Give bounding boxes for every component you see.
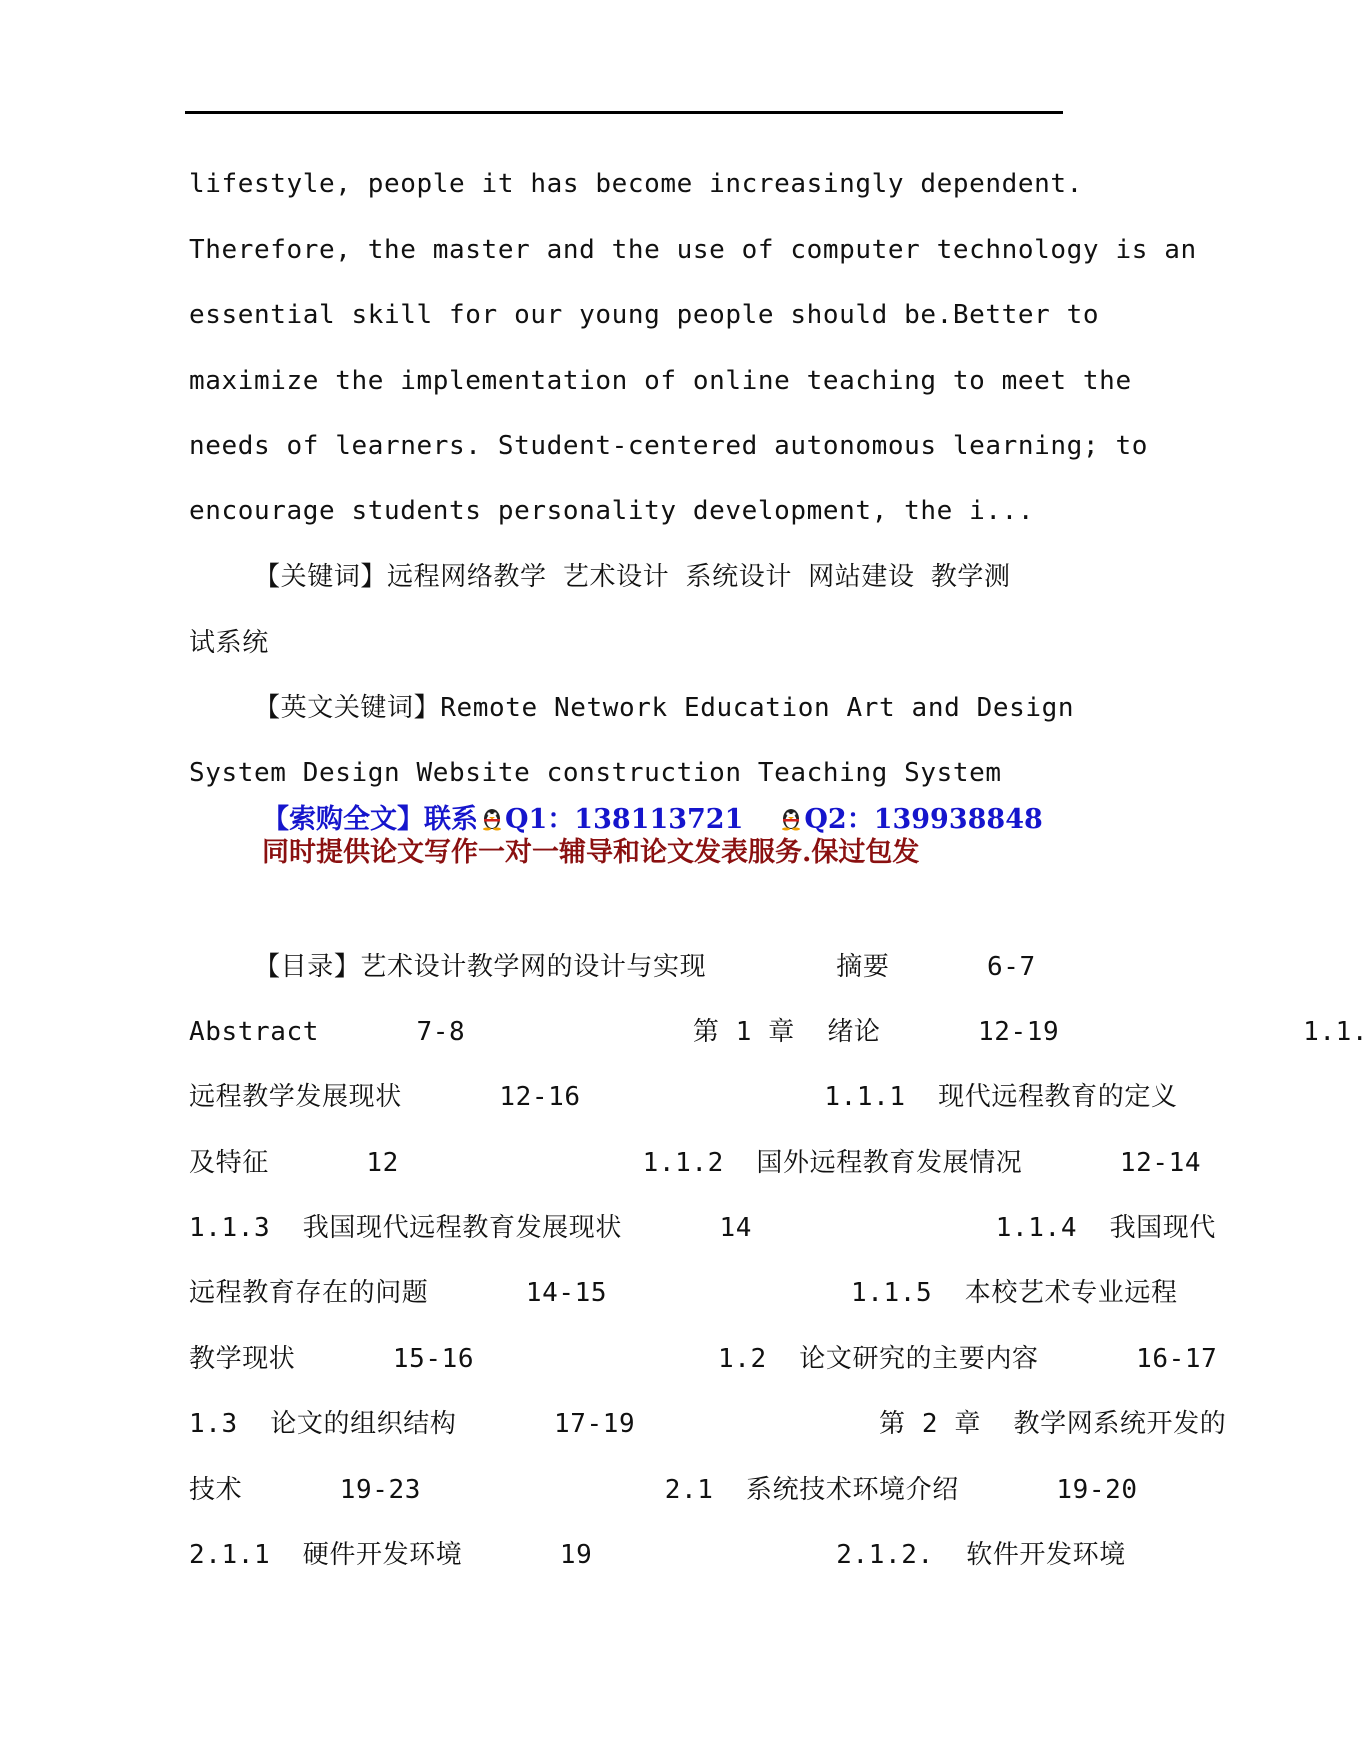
- qq-penguin-icon: [481, 806, 503, 830]
- abstract-line: needs of learners. Student-centered autonomous learning; to: [189, 431, 1148, 461]
- promo-contact: [262, 803, 1043, 837]
- promo-prefix: 【索购全文】联系: [262, 804, 478, 835]
- toc-line: 远程教学发展现状 12-16 1.1.1 现代远程教育的定义: [189, 1082, 1178, 1112]
- promo-service: 同时提供论文写作一对一辅导和论文发表服务.保过包发: [262, 837, 920, 868]
- toc-line: 技术 19-23 2.1 系统技术环境介绍 19-20: [189, 1475, 1138, 1505]
- qq-penguin-icon: [780, 806, 802, 830]
- toc-line: 1.3 论文的组织结构 17-19 第 2 章 教学网系统开发的: [189, 1409, 1227, 1439]
- toc-line: Abstract 7-8 第 1 章 绪论 12-19 1.1.: [189, 1017, 1368, 1047]
- keywords-cn-line: 试系统: [189, 628, 269, 658]
- promo-q1: Q1：138113721: [505, 804, 744, 835]
- toc-line: 及特征 12 1.1.2 国外远程教育发展情况 12-14: [189, 1148, 1202, 1178]
- keywords-en-line: 【英文关键词】Remote Network Education Art and Design: [189, 693, 1075, 723]
- abstract-line: encourage students personality development, the i...: [189, 496, 1035, 526]
- toc-line: 2.1.1 硬件开发环境 19 2.1.2. 软件开发环境: [189, 1540, 1126, 1570]
- abstract-line: maximize the implementation of online teaching to meet the: [189, 366, 1132, 396]
- toc-line: 1.1.3 我国现代远程教育发展现状 14 1.1.4 我国现代: [189, 1213, 1216, 1243]
- header-rule: [185, 111, 1063, 114]
- toc-line: 教学现状 15-16 1.2 论文研究的主要内容 16-17: [189, 1344, 1218, 1374]
- abstract-line: Therefore, the master and the use of computer technology is an: [189, 235, 1197, 265]
- promo-q2: Q2：139938848: [804, 804, 1043, 835]
- toc-line: 远程教育存在的问题 14-15 1.1.5 本校艺术专业远程: [189, 1278, 1178, 1308]
- abstract-line: lifestyle, people it has become increasingly dependent.: [189, 169, 1083, 199]
- keywords-cn-line: 【关键词】远程网络教学 艺术设计 系统设计 网站建设 教学测: [189, 562, 1011, 592]
- keywords-en-line: System Design Website construction Teaching System: [189, 758, 1002, 788]
- toc-line: 【目录】艺术设计教学网的设计与实现 摘要 6-7: [189, 952, 1036, 982]
- abstract-line: essential skill for our young people should be.Better to: [189, 300, 1100, 330]
